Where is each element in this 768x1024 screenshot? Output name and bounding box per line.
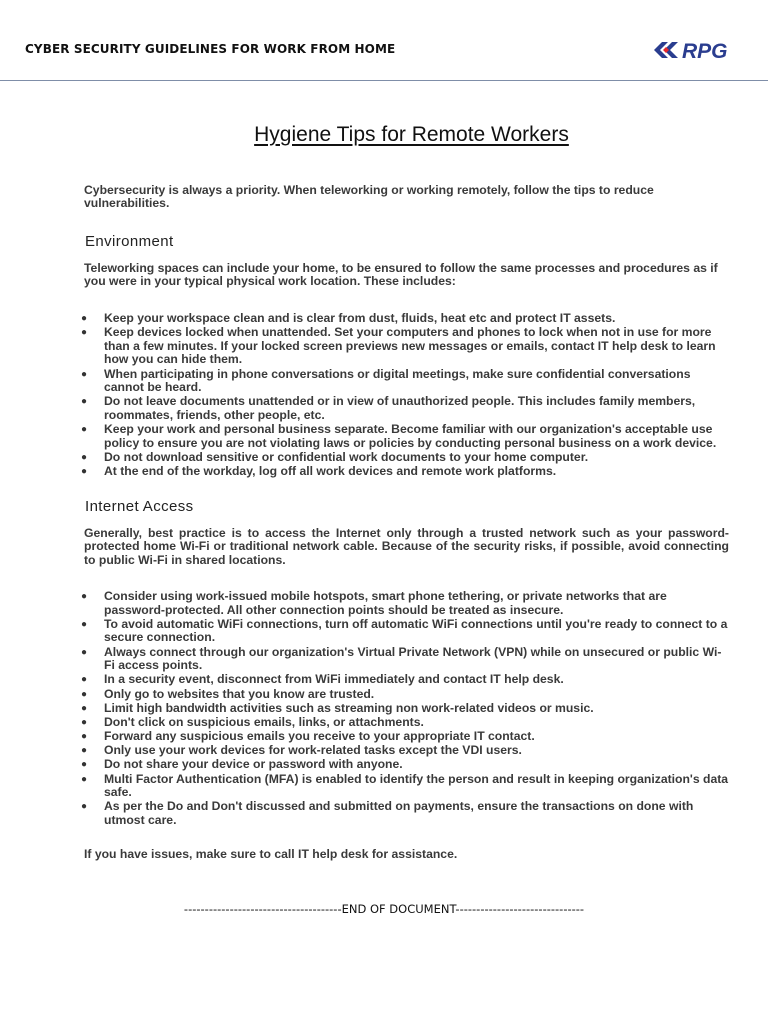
list-item — [81, 366, 729, 395]
intro-paragraph: Cybersecurity is always a priority. When teleworking or working remotely, follow the tips to reduce vulnerabilities. — [84, 183, 654, 211]
list-item — [81, 729, 729, 744]
list-item — [81, 771, 729, 800]
closing-paragraph: If you have issues, make sure to call IT help desk for assistance. — [84, 847, 458, 861]
list-item-text: Keep your work and personal business separate. Become familiar with our organization's acceptable use policy to ensure you are not violating laws or policies by conducting personal business on a work device. — [104, 422, 717, 450]
list-item-text: Do not download sensitive or confidential work documents to your home computer. — [104, 449, 589, 464]
bullet-icon: ● — [81, 313, 88, 324]
list-item-text: Keep devices locked when unattended. Set your computers and phones to lock when not in use for more than a few minutes. If your locked screen previews new messages or emails, contact IT help desk to learn how you can hide them. — [104, 325, 716, 367]
bullet-icon: ● — [81, 716, 88, 728]
list-item-text: Forward any suspicious emails you receive to your appropriate IT contact. — [104, 729, 535, 744]
list-item — [81, 743, 729, 758]
list-item-text: Consider using work-issued mobile hotspots, smart phone tethering, or private networks that are password-protected. All other connection points should be treated as insecure. — [104, 589, 667, 617]
bullet-icon: ● — [81, 451, 88, 463]
bullet-icon: ● — [81, 591, 88, 602]
bullet-icon: ● — [81, 731, 88, 743]
bullet-icon: ● — [81, 674, 88, 686]
internet-heading: Internet Access — [85, 498, 194, 515]
logo-text: RPG — [682, 40, 728, 63]
environment-heading: Environment — [85, 233, 174, 250]
list-item-text: Always connect through our organization's Virtual Private Network (VPN) while on unsecured or public Wi-Fi access points. — [104, 644, 722, 673]
list-item-text: Only use your work devices for work-related tasks except the VDI users. — [104, 743, 522, 758]
bullet-icon: ● — [81, 618, 88, 630]
list-item-text: As per the Do and Don't discussed and submitted on payments, ensure the transactions on done with utmost care. — [104, 799, 694, 828]
bullet-icon: ● — [81, 327, 88, 339]
list-item-text: In a security event, disconnect from WiFi immediately and contact IT help desk. — [104, 672, 564, 687]
bullet-icon: ● — [81, 396, 88, 408]
list-item-text: Limit high bandwidth activities such as streaming non work-related videos or music. — [104, 700, 594, 715]
list-item — [81, 394, 729, 422]
list-item-text: Do not leave documents unattended or in view of unauthorized people. This includes family members, roommates, friends, other people, etc. — [104, 394, 696, 422]
list-item — [81, 311, 729, 326]
list-item — [81, 799, 729, 828]
list-item-text: When participating in phone conversations or digital meetings, make sure confidential conversations cannot be heard. — [104, 366, 691, 395]
list-item — [81, 700, 729, 716]
bullet-icon: ● — [81, 424, 88, 436]
list-item — [81, 589, 729, 617]
list-item-text: To avoid automatic WiFi connections, turn off automatic WiFi connections until you're ready to connect to a secure connection. — [104, 616, 728, 645]
bullet-icon: ● — [81, 702, 88, 714]
list-item — [81, 757, 729, 772]
internet-intro: Generally, best practice is to access the Internet only through a trusted network such as your password-protected home Wi-Fi or traditional network cable. Because of the security risks, if possible, avoid connecting to public Wi-Fi in shared locations. — [84, 526, 729, 567]
rpg-logo-mark-icon — [652, 38, 762, 64]
page-header — [0, 0, 768, 81]
environment-bullet-list — [81, 311, 729, 479]
bullet-icon: ● — [81, 466, 88, 478]
bullet-icon: ● — [81, 646, 88, 658]
list-item — [81, 464, 729, 479]
list-item — [81, 714, 729, 730]
document-title — [84, 123, 739, 147]
list-item — [81, 616, 729, 645]
rpg-logo — [652, 38, 762, 64]
bullet-icon: ● — [81, 368, 88, 380]
list-item — [81, 672, 729, 687]
environment-intro: Teleworking spaces can include your home, to be ensured to follow the same processes and procedures as if you were in your typical physical work location. These includes: — [84, 261, 718, 289]
list-item — [81, 449, 729, 465]
bullet-icon: ● — [81, 745, 88, 757]
list-item — [81, 422, 729, 450]
list-item-text: At the end of the workday, log off all work devices and remote work platforms. — [104, 464, 557, 479]
list-item — [81, 325, 729, 367]
internet-bullet-list — [81, 589, 729, 828]
document-title-text: Hygiene Tips for Remote Workers — [254, 123, 569, 146]
end-of-document-marker: --------------------------------------END OF DOCUMENT------------------------------- — [183, 902, 585, 916]
bullet-icon: ● — [81, 688, 88, 700]
list-item — [81, 644, 729, 673]
bullet-icon: ● — [81, 801, 88, 813]
bullet-icon: ● — [81, 773, 88, 785]
list-item — [81, 686, 729, 702]
list-item-text: Multi Factor Authentication (MFA) is enabled to identify the person and result in keeping organization's data safe. — [104, 771, 729, 800]
list-item-text: Keep your workspace clean and is clear from dust, fluids, heat etc and protect IT assets. — [104, 311, 616, 325]
list-item-text: Only go to websites that you know are trusted. — [104, 686, 375, 701]
bullet-icon: ● — [81, 759, 88, 771]
header-title: CYBER SECURITY GUIDELINES FOR WORK FROM HOME — [25, 42, 396, 56]
list-item-text: Do not share your device or password with anyone. — [104, 757, 403, 772]
list-item-text: Don't click on suspicious emails, links, or attachments. — [104, 714, 424, 729]
